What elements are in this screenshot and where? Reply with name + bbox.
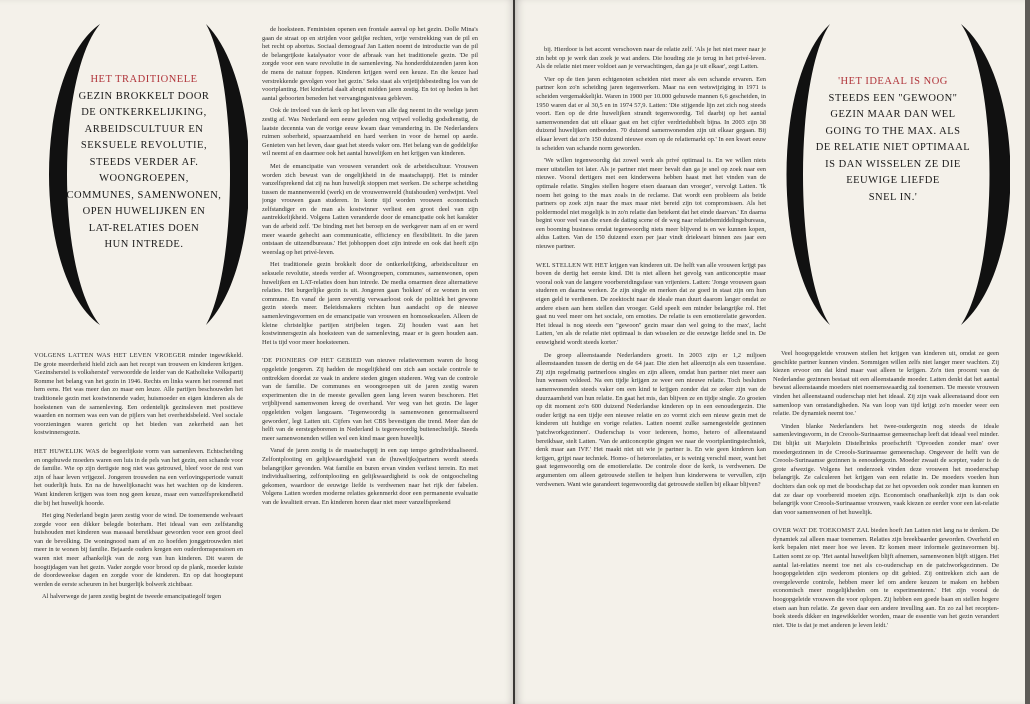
paragraph <box>262 26 478 103</box>
paragraph <box>34 352 243 438</box>
paragraph-text: de begeerlijkste vorm van samenleven. Echtscheiding en ongehuwde moeders waren een luis in de pels van het gezin, een schande voor de familie. Wie op zijn dertigste nog niet was getrouwd, bleef voor de rest van zijn of haar leven vrijgezel. Jongeren trouwden na een verlovingsperiode vanuit het ouderlijk huis. En na de huwelijksnacht was het wachten op de kinderen. Want kinderen krijgen was toen nog geen keuze, maar een vanzelfsprekendheid die bij het huwelijk hoorde. <box>34 447 243 507</box>
paragraph-text: Vinden blanke Nederlanders het twee-oudergezin nog steeds de ideale samenlevingsvorm, in de Creools-Surinaamse gemeenschap leeft dat ideaal veel minder. Dit blijkt uit Marjolein Distelbrinks proefschrift 'Opvoeden zonder man' over moedergezinnen in de Creools-Surinaamse gemeenschap. Ongeveer de helft van de Creools-Surinaamse gezinnen is eenoudergezin. Moeder zwaait de scepter, vader is de grote afwezige. Volgens het onderzoek vinden deze vrouwen het moederschap belangrijk. Ze calculeren het krijgen van een relatie in. De moeders voeden hun dochters dan ook op met de boodschap dat ze het opvoeden ook zonder man kunnen en dat ze daar op voorbereid moeten zijn. Economisch onafhankelijk zijn is dan ook belangrijk voor Creools-Surinaamse vrouwen, vaak kiezen ze eerder voor een lat-relatie dan voor samenwonen of het huwelijk. <box>773 422 999 516</box>
paragraph <box>34 448 243 508</box>
paragraph <box>34 593 243 602</box>
article-column-left-1 <box>34 352 243 692</box>
pull-quote-line: STEEDS EEN "GEWOON" <box>828 92 958 104</box>
paragraph <box>262 261 478 347</box>
pull-quote-lead: HET TRADITIONELE <box>90 74 198 85</box>
paragraph-text: Vanaf de jaren zestig is de maatschappij in een zap tempo geïndividualiseerd. Zelfontplooiing en gelijkwaardigheid van de (huwelijks)partners wordt steeds belangrijker gevonden. Wat familie en buren ervan vinden verliest terrein. En met individualisering, zelfontplooiing en gelijkwaardigheid is ook de ontgoocheling gekomen, waardoor de eeuwige liefde is verdwenen naar het rijk der fabelen. Volgens Latten worden moderne relaties gekenmerkt door een permanente evaluatie van de kwaliteit ervan. En kinderen horen daar niet meer vanzelfsprekend <box>262 447 478 506</box>
paragraph <box>773 423 999 518</box>
paragraph-lead-caps: WEL STELLEN WE HET <box>536 261 608 269</box>
pull-quote-line: GOING TO THE MAX. ALS <box>825 125 961 137</box>
paragraph <box>262 107 478 159</box>
paragraph-text: bij. Hierdoor is het accent verschoven naar de relatie zelf. 'Als je het niet meer naar je zin hebt op je werk dan zoek je wat anders. Die houding zie je terug in het privé-leven. Als de relatie niet meer voldoet aan je verwachtingen, dan ga je uit elkaar', zegt Latten. <box>536 46 766 71</box>
right-page <box>515 0 1025 704</box>
pull-quote-line: EEUWIGE LIEFDE <box>846 175 940 186</box>
pull-quote <box>60 72 228 254</box>
paragraph <box>262 357 478 443</box>
pull-quote-lines <box>813 91 973 207</box>
paragraph-text: Vier op de tien jaren echtgenoten scheiden niet meer als een schande ervaren. Een partner kon zo'n scheiding jaren tegenwerken. Maar na een wetswijziging in 1971 is scheiden vergemakkelijkt. Waren in 1900 per 10.000 gehuwde mannen 6,6 gescheiden, in 1950 waren dat er al 30,5 en in 1974 57,9. Latten: 'Die stijgende lijn zet zich nog steeds voort. Een op de drie huwelijken strandt tegenwoordig. Tel daarbij op het aantal samenwonenden dat uit elkaar gaat en het cijfer verdriedubbelt bijna. In 2003 zijn 38 duizend huwelijken ontbonden. 70 duizend samenwonenden zijn uit elkaar gegaan. Bij elkaar levert dat zo'n 150 duizend nieuwe exen op de relatiemarkt op.' In een kwart eeuw is scheiden van schande norm geworden. <box>536 75 766 152</box>
pull-quote-line: DE RELATIE NIET OPTIMAAL <box>815 142 971 153</box>
pull-quote-line: DE ONTKERKELIJKING, <box>81 107 207 118</box>
article-column-left-2 <box>262 26 478 692</box>
pull-quote-line: HUN INTREDE. <box>104 239 184 250</box>
paragraph-lead-caps: VOLGENS LATTEN WAS HET LEVEN VROEGER <box>34 352 187 359</box>
paragraph-text: 'We willen tegenwoordig dat zowel werk als privé optimaal is. En we willen niets meer uitstellen tot later. Als je partner niet meer bevalt dan ga je snel op zoek naar een nieuwe. Vooral dertigers met een kinderwens hebben haast met het vinden van de optimale relatie. Singles stellen hogere eisen daaraan dan vroeger', vervolgt Latten. 'Ik noem het going to the max zoals in de reclame. Dat wordt een probleem als beide partners op zoek zijn naar the max maar niet bereid zijn tot compromissen. Als het poldermodel niet mogelijk is in zo'n relatie dan betekent dat het einde daarvan.' En daarna begint voor veel van die exen de dating scene of de weg naar relatiebemiddelingsbureaus, een booming business omdat tegenwoordig niets meer blijvend is en we kunnen kopen, aldus Latten. Van de 150 duizend exen per jaar vindt driekwart binnen zes jaar een nieuwe partner. <box>536 157 766 251</box>
pull-quote-line: OPEN HUWELIJKEN EN <box>82 206 206 217</box>
paragraph-text: Al halverwege de jaren zestig begint de tweede emancipatiegolf tegen <box>42 593 222 601</box>
pull-quote-line: WOONGROEPEN, <box>99 173 189 184</box>
paragraph <box>536 352 766 490</box>
paragraph-text: Veel hoogopgeleide vrouwen stellen het krijgen van kinderen uit, omdat ze geen geschikte partner kunnen vinden. Sommigen willen zelfs niet langer meer wachten. Zij kiezen ervoor om dat kind maar vast alleen te krijgen. Zo'n tien procent van de Nederlandse gezinnen bestaat uit een alleenstaande moeder. Latten denkt dat het aantal bewust alleenstaande moeders niet noemenswaardig zal toenemen. 'De meeste vrouwen vinden het alleenstaand ouderschap niet het ideaal. Zij zijn vaak alleenstaand door een samenloop van omstandigheden. Na van loop van tijd krijgt zo'n moeder weer een relatie. De dynamiek neemt toe.' <box>773 350 999 418</box>
paragraph <box>262 163 478 258</box>
paragraph <box>536 157 766 252</box>
paragraph-lead-caps: 'DE PIONIERS OP HET GEBIED <box>262 357 362 365</box>
pull-quote-lines <box>60 89 228 254</box>
article-column-right-1 <box>536 46 766 692</box>
pull-quote <box>813 74 973 206</box>
pull-quote-line: SNEL IN.' <box>868 191 918 203</box>
paragraph <box>773 350 999 419</box>
paragraph-text: Het ging Nederland begin jaren zestig voor de wind. De toenemende welvaart zorgde voor een dikker belegde boterham. Het ideaal van een zelfstandig huishouden met kinderen was massaal bereikbaar geworden voor een groot deel van de bevolking. De woningnood nam af en zo hoefden jonggetrouwden niet meer in te wonen bij familie. Bejaarde ouders kregen een ouderdomspensioen en waren niet meer afhankelijk van de zorg van hun kinderen. Dit waren de hoogtijdagen van het gezin. Vader zorgde voor brood op de plank, moeder kuiste de doordeweekse dagen en zorgde voor de kinderen. En op dat hoogtepunt werden de eerste scheuren in het burgerlijk bolwerk zichtbaar. <box>34 512 243 588</box>
paragraph <box>536 46 766 72</box>
pull-quote-line: SEKSUELE REVOLUTIE, <box>80 140 208 151</box>
paragraph-text: minder ingewikkeld. De grote meerderheid hield zich aan het recept van trouwen en kinderen krijgen. 'Gezinsherstel is volksherstel' verwoordde de leider van de Katholieke Volkspartij Romme het belang van het gezin in 1946. Rechts en links waren het roerend met hem eens. Het was meer dan zo maar een leuze. Alle partijen beschouwden het traditionele gezin met kostwinnende vader, huismoeder en eigen kinderen als de hoekstenen van de samenleving. Een ordentelijk gezinsleven met positieve waarden en normen was een van de pijlers van het overheidsbeleid. Veel sociale voorzieningen waren gericht op het bieden van zekerheid aan het kostwinnersgezin. <box>34 352 243 437</box>
paragraph-text: ZAL bieden hoeft Jan Latten niet lang na te denken. De dynamiek zal alleen maar toenemen. Relaties zijn breekbaarder geworden. Overheid en kerk bepalen niet meer hoe we leven. Er komen meer informele gezinsvormen bij. Latten somt ze op. 'Het aantal huwelijken blijft afnemen, samenwonen blijft stijgen. Het aantal lat-relaties neemt toe net als co-ouderschap en de patchworkgezinnen. De hoogopgeleiden zijn wederom pioniers op dit gebied. Zij onttrekken zich aan de overgeleverde controle, hebben meer lef om andere keuzen te maken en hebben economisch meer mogelijkheden om te experimenteren.' Het zijn vooral de hoogopgeleide vrouwen die voor oplopen. Zij hebben een goede baan en stellen hogere eisen aan hun relatie. Ze geven daar een andere invulling aan. En zo zal het recepten-boek steeds dikker en ingewikkelder worden, maar de essentie van het gezin verandert niet. 'Die is dat je met anderen je leven leidt.' <box>773 527 999 629</box>
paragraph-text: krijgen van kinderen uit. De helft van alle vrouwen krijgt pas boven de dertig het eerste kind. Dit is niet alleen het gevolg van anticonceptie maar vooral ook van de langere voorbereidingsfase van vrijeniers. Latten: 'Jonge vrouwen gaan studeren en daarna werken. Ze zijn single en merken dat ze goed in staat zijn om hun eigen geld te verdienen. De zoektocht naar de ideale man duurt daarom langer omdat ze andere eisen aan hem stellen dan vroeger. Geld speelt een minder belangrijke rol. Het gaat nu veel meer om het sociale, om emoties. De relatie is een emotierelatie geworden. Het ideaal is nog steeds een "gewoon" gezin maar dan wel going to the max', lacht Latten, 'en als de relatie niet optimaal is dan wisselen ze die eeuwige liefde snel in. De eeuwigheid wordt steeds korter.' <box>536 261 766 346</box>
article-column-right-2 <box>773 350 999 692</box>
paragraph-lead-caps: HET HUWELIJK WAS <box>34 447 100 455</box>
paragraph-text: De groep alleenstaande Nederlanders groeit. In 2003 zijn er 1,2 miljoen alleenstaanden tussen de dertig en de 64 jaar. Die zien het alleenzijn als een tussenfase. Zij zijn regelmatig partnerloos singles en zijn alleen, omdat hun partner niet meer aan hun wensen voldeed. Na een tijdje krijgen ze weer een nieuwe relatie. Toch besluiten samenwonenden steeds vaker om een kind te krijgen zonder dat ze zeker zijn van de duurzaamheid van hun relatie. En gaat het mis, dan blijven ze en tijdje single. Zo groeien op dit moment zo'n 600 duizend Nederlandse kinderen op in een eenoudergezin. Die ouder krijgt na een tijdje een nieuwe relatie en zo vormt zich een nieuw gezin met de kinderen uit huidige en vorige relaties. Latten noemt zulke samengestelde gezinnen 'patchworkgezinnen'. Ouderschap is voor iedereen, homo, hetero of alleenstaand bereikbaar, stelt Latten. 'Van de anticonceptie gingen we naar de voortplantingstechniek, denk maar aan IVF.' Het maakt niet uit wie je partner is. En wie geen kinderen kan krijgen, grijpt naar techniek. Homo- of heterorelaties, er is weinig verschil meer, want het gaat tegenwoordig om de emotierelatie. De controle door de kerk, is verdwenen. De argumenten om alleen getrouwde stellen te helpen hun kinderwens te vervullen, zijn verdwenen. Want wie garandeert tegenwoordig dat getrouwde stellen bij elkaar blijven? <box>536 351 766 488</box>
paragraph-text: Met de emancipatie van vrouwen verandert ook de arbeidscultuur. Vrouwen worden zich bewust van de ongelijkheid in de maatschappij. Het is minder vanzelfsprekend dat zij na hun huwelijk stoppen met werken. De scherpe scheiding tussen de mannenwereld (werk) en de vrouwenwereld (huishouden) verdwijnt. Veel jonge vrouwen gaan studeren. In korte tijd worden vrouwen economisch zelfstandiger en de man als kostwinner verliest een groot deel van zijn aantrekkelijkheid. Volgens Latten veranderde door de emancipatie ook het karakter van de arbeid zelf. 'De binding met het beroep en de werkgever nam af en er werd meer waarde gehecht aan communicatie, efficiency en flexibiliteit. In die jaren ontstaan de uitzendbureaus.' Het jobhoppen doet zijn intrede en ook dat heeft zijn weerslag op het privé-leven. <box>262 162 478 256</box>
paragraph-text: Ook de invloed van de kerk op het leven van alle dag neemt in die woelige jaren zestig af. Was Nederland een eeuw geleden nog vrijwel volledig godsdienstig, de laatste decennia van de vorige eeuw kwam daar verandering in. De Nederlanders ruimen soberheid, spaarzaamheid en hard werken in voor de hemel op aarde. Genieten van het leven, daar gaat het steeds vaker om. Het belang van de goddelijke wil neemt af en daarmee ook het aantal huwelijken en het krijgen van kinderen. <box>262 107 478 158</box>
pull-quote-lead: 'HET IDEAAL IS NOG <box>838 76 948 87</box>
paragraph <box>773 527 999 630</box>
pull-quote-line: STEEDS VERDER AF. <box>89 156 199 168</box>
pull-quote-line: IS DAN WISSELEN ZE DIE <box>825 158 961 170</box>
paragraph <box>536 76 766 153</box>
paragraph <box>34 512 243 589</box>
paragraph-text: de hoeksteen. Feministen openen een frontale aanval op het gezin. Dolle Mina's gaan de straat op en strijden voor gelijke rechten, vrije verstrekking van de pil en het recht op abortus. Sociaal demograaf Jan Latten noemt de introductie van de pil de belangrijkste katalysator voor de afbraak van het traditionele gezin. 'De pil zorgde voor een ware revolutie in de samenleving. Na honderdduizenden jaren kon de mens de natuur foppen. Kinderen krijgen werd een keuze. En die keuze had verstrekkende gevolgen voor het gezin.' Seks staat als vrijetijdsbesteding los van de voortplanting. Het kindertal daalt abrupt midden jaren zestig. En tot op heden is het aantal geboorten beneden het vervangingsniveau gebleven. <box>262 26 478 102</box>
pull-quote-line: COMMUNES, SAMENWONEN, <box>66 189 222 201</box>
paragraph-text: Het traditionele gezin brokkelt door de ontkerkelijking, arbeidscultuur en seksuele revolutie, steeds verder af. Woongroepen, communes, samenwonen, open huwelijken en LAT-relaties doen hun intrede. De media omarmen deze alternatieve relaties. Het burgerlijke gezin is uit. Jongeren gaan 'hokken' of ze wonen in een commune. En vanaf de jaren zeventig verwaarloost ook de politiek het gewone gezin steeds meer. Beleidsmakers richten hun aandacht op de nieuwe samenlevingsvormen en de emancipatie van vrouwen en homoseksuelen. Alleen de kleine christelijke partijen strijbelen tegen. Zij houden vast aan het kostwinnersgezin als hoeksteen van de samenleving, maar er is geen houden aan. Het is tijd voor meer hoeksteenen. <box>262 261 478 346</box>
pull-quote-line: GEZIN MAAR DAN WEL <box>830 109 956 120</box>
paragraph-lead-caps: OVER WAT DE TOEKOMST <box>773 527 856 535</box>
paragraph <box>536 262 766 348</box>
paragraph <box>262 447 478 507</box>
paragraph-text: van nieuwe relatievormen waren de hoog opgeleide jongeren. Zij hadden de mogelijkheid om zich aan sociale controle te onttrekken doordat ze vaak in andere steden gingen studeren. Weg van de controle van de familie. De communes en woongroepen uit de jaren zestig waren experimenten die in de meeste gevallen geen lang leven waren beschoren. Het vrijblijvend samenwonen kreeg de overhand. Ver weg van het gezin. De lager opgeleiden volgen langzaam. 'Tegenwoordig is samenwonen genormaliseerd geworden', legt Latten uit. Cijfers van het CBS bevestigen die trend. Meer dan de helft van de eerstegeborenen in Nederland is tegenwoordig buitenechtelijk. Steeds meer samenwonenden willen wel een kind maar geen huwelijk. <box>262 357 478 442</box>
pull-quote-line: GEZIN BROKKELT DOOR <box>78 90 210 102</box>
pull-quote-line: ARBEIDSCULTUUR EN <box>84 123 204 135</box>
pull-quote-line: LAT-RELATIES DOEN <box>88 222 200 234</box>
